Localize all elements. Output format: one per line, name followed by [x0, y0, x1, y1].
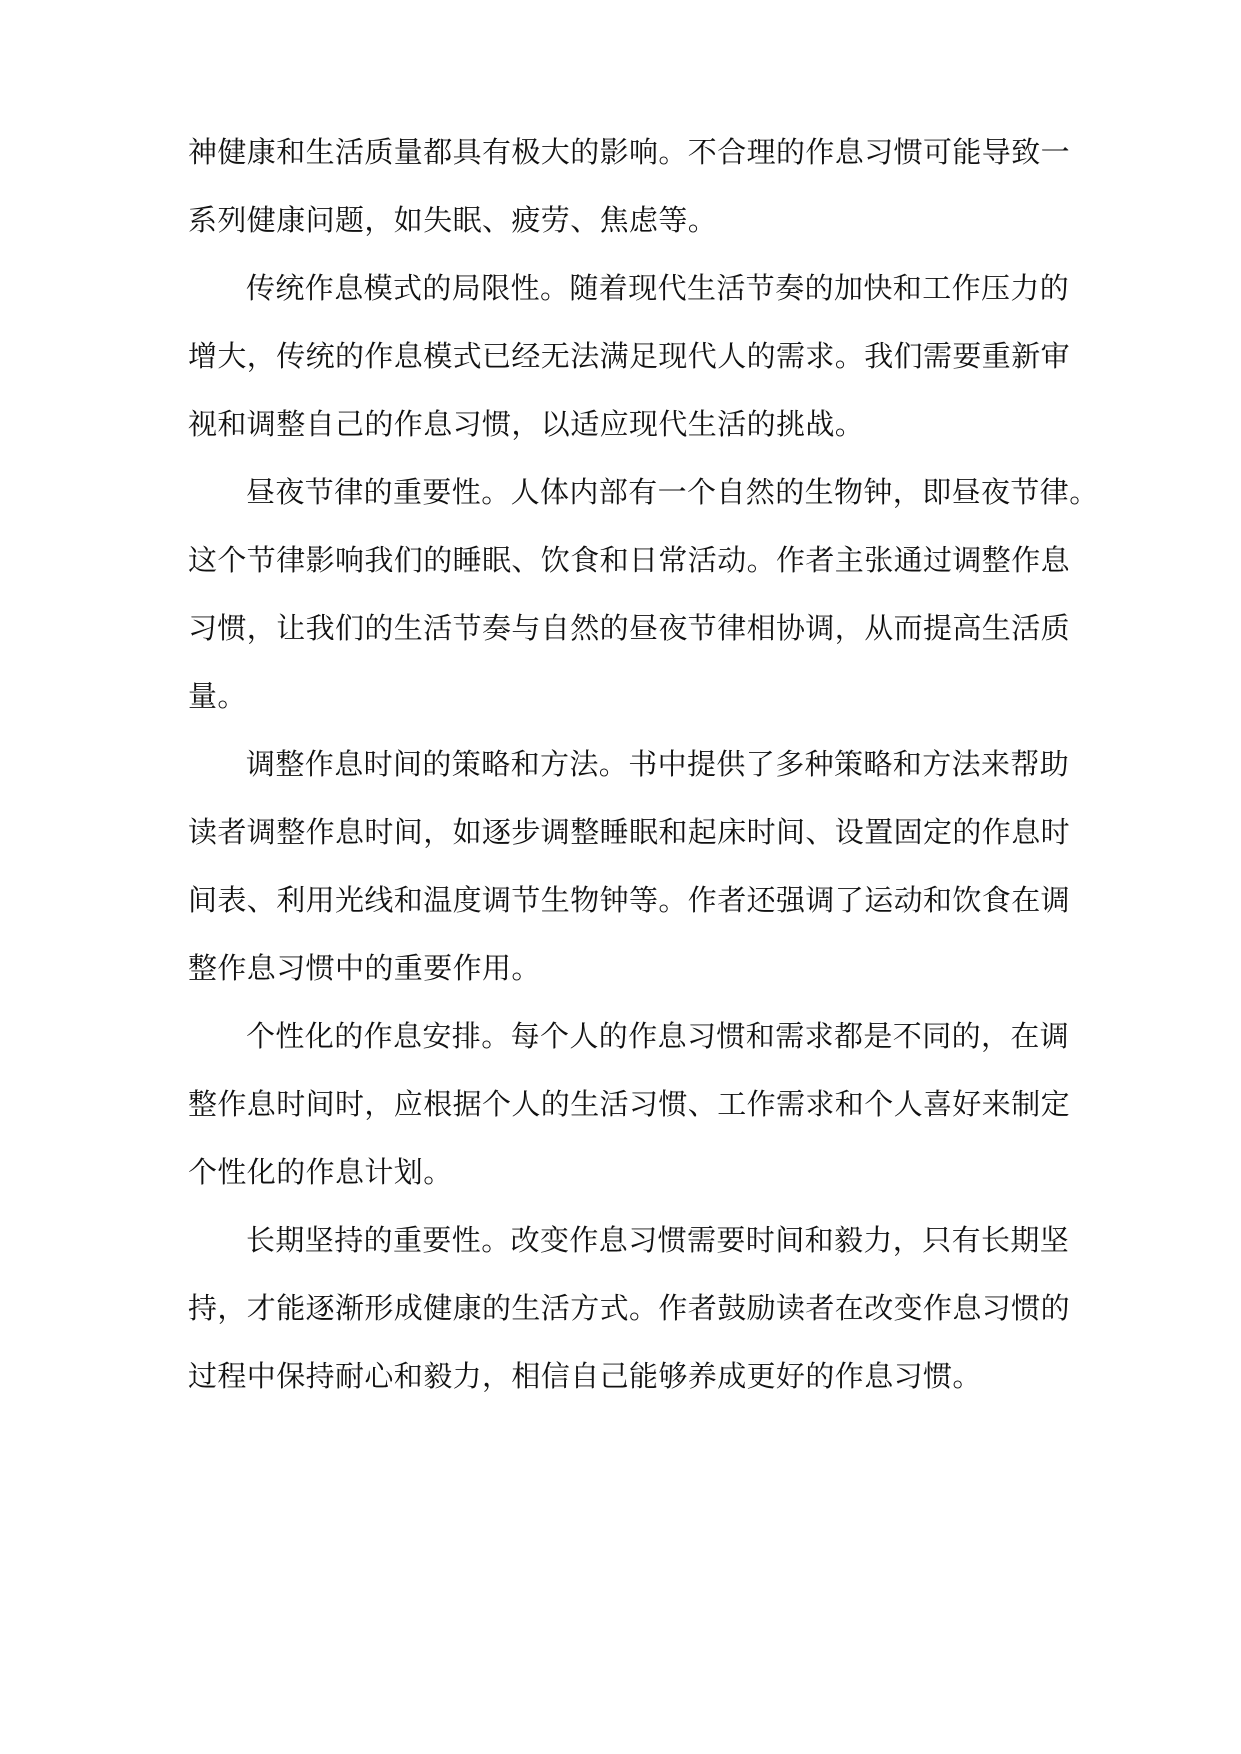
paragraph-line: 调整作息时间的策略和方法。书中提供了多种策略和方法来帮助	[246, 747, 1070, 781]
paragraph-line: 持，才能逐渐形成健康的生活方式。作者鼓励读者在改变作息习惯的	[188, 1291, 1071, 1325]
paragraph-line: 习惯，让我们的生活节奏与自然的昼夜节律相协调，从而提高生活质	[188, 611, 1071, 645]
paragraph-line: 整作息习惯中的重要作用。	[188, 951, 541, 985]
paragraph-line: 量。	[188, 679, 247, 713]
paragraph-line: 个性化的作息安排。每个人的作息习惯和需求都是不同的，在调	[246, 1019, 1070, 1053]
paragraph-line: 过程中保持耐心和毅力，相信自己能够养成更好的作息习惯。	[188, 1359, 982, 1393]
paragraph-line: 视和调整自己的作息习惯，以适应现代生活的挑战。	[188, 407, 865, 441]
paragraph-line: 传统作息模式的局限性。随着现代生活节奏的加快和工作压力的	[246, 271, 1070, 305]
paragraph-line: 昼夜节律的重要性。人体内部有一个自然的生物钟，即昼夜节律。	[246, 475, 1099, 509]
paragraph-line: 这个节律影响我们的睡眠、饮食和日常活动。作者主张通过调整作息	[188, 543, 1071, 577]
paragraph-line: 间表、利用光线和温度调节生物钟等。作者还强调了运动和饮食在调	[188, 883, 1071, 917]
paragraph-line: 整作息时间时，应根据个人的生活习惯、工作需求和个人喜好来制定	[188, 1087, 1071, 1121]
paragraph-line: 读者调整作息时间，如逐步调整睡眠和起床时间、设置固定的作息时	[188, 815, 1071, 849]
paragraph-line: 系列健康问题，如失眠、疲劳、焦虑等。	[188, 203, 718, 237]
paragraph-line: 个性化的作息计划。	[188, 1155, 453, 1189]
paragraph-line: 神健康和生活质量都具有极大的影响。不合理的作息习惯可能导致一	[188, 135, 1071, 169]
paragraph-line: 长期坚持的重要性。改变作息习惯需要时间和毅力，只有长期坚	[246, 1223, 1070, 1257]
paragraph-line: 增大，传统的作息模式已经无法满足现代人的需求。我们需要重新审	[188, 339, 1071, 373]
